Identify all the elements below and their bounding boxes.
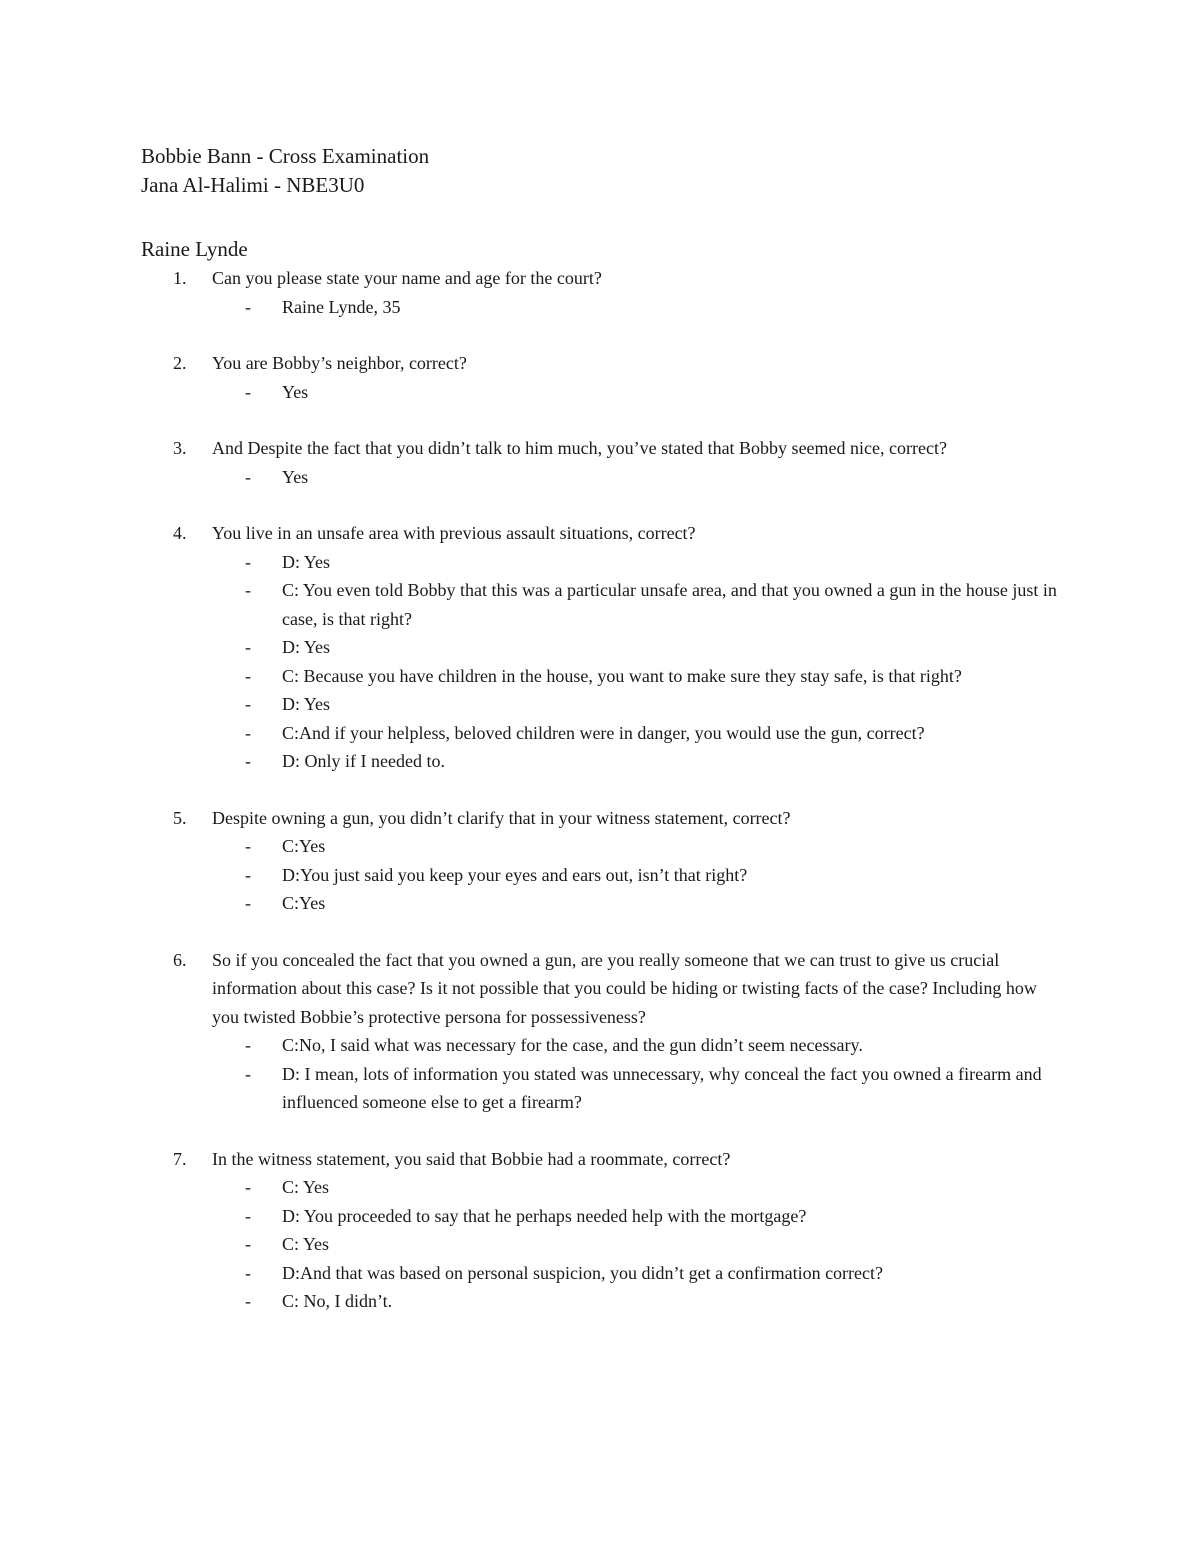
answer-item	[0, 889, 1200, 918]
answer-text: C: Because you have children in the house, you want to make sure they stay safe, is that right?	[282, 665, 962, 686]
answer-item	[0, 1287, 1200, 1316]
bullet-dash: -	[245, 1035, 251, 1055]
bullet-dash: -	[245, 751, 251, 771]
answer-text: C: You even told Bobby that this was a particular unsafe area, and that you owned a gun in the house just in case, is that right?	[282, 580, 1057, 629]
answer-item	[0, 747, 1200, 776]
bullet-dash: -	[245, 694, 251, 714]
question-line	[0, 1145, 1200, 1174]
answer-item	[0, 832, 1200, 861]
question-text: You are Bobby’s neighbor, correct?	[212, 353, 467, 373]
bullet-dash: -	[245, 637, 251, 657]
bullet-dash: -	[245, 893, 251, 913]
document-header	[141, 142, 429, 200]
answer-text: C: No, I didn’t.	[282, 1291, 393, 1311]
answer-text: C:Yes	[282, 836, 326, 856]
answer-item	[0, 463, 1200, 492]
question-number: 5.	[173, 807, 187, 828]
question-item	[0, 519, 1200, 776]
question-line	[0, 434, 1200, 463]
answer-text: D: You proceeded to say that he perhaps needed help with the mortgage?	[282, 1205, 807, 1226]
answer-item	[0, 719, 1200, 748]
question-number: 4.	[173, 523, 187, 543]
answer-text: D:You just said you keep your eyes and ears out, isn’t that right?	[282, 864, 748, 885]
answer-text: C: Yes	[282, 1234, 330, 1254]
answer-item	[0, 378, 1200, 407]
answer-item	[0, 1031, 1200, 1060]
answer-text: D: Yes	[282, 551, 331, 572]
question-number: 6.	[173, 949, 187, 970]
answer-text: D: Yes	[282, 694, 331, 714]
bullet-dash: -	[245, 1177, 251, 1197]
question-number: 3.	[173, 438, 187, 458]
bullet-dash: -	[245, 580, 251, 600]
answer-text: D: Only if I needed to.	[282, 751, 445, 771]
question-number: 2.	[173, 353, 187, 373]
bullet-dash: -	[245, 1205, 251, 1226]
bullet-dash: -	[245, 836, 251, 856]
author-line: Jana Al-Halimi - NBE3U0	[141, 173, 365, 197]
bullet-dash: -	[245, 296, 251, 317]
answer-text: C:Yes	[282, 893, 326, 913]
answer-item	[0, 662, 1200, 691]
question-text: You live in an unsafe area with previous assault situations, correct?	[212, 523, 696, 543]
answer-item	[0, 1060, 1200, 1117]
bullet-dash: -	[245, 381, 251, 402]
bullet-dash: -	[245, 551, 251, 572]
bullet-dash: -	[245, 1063, 251, 1084]
answer-item	[0, 548, 1200, 577]
question-line	[0, 519, 1200, 548]
answer-text: D: I mean, lots of information you stated was unnecessary, why conceal the fact you owned a firearm and influenced someone else to get a firearm?	[282, 1063, 1042, 1112]
document-title: Bobbie Bann - Cross Examination	[141, 144, 430, 168]
question-text: Despite owning a gun, you didn’t clarify that in your witness statement, correct?	[212, 807, 791, 828]
bullet-dash: -	[245, 722, 251, 743]
question-text: And Despite the fact that you didn’t talk to him much, you’ve stated that Bobby seemed nice, correct?	[212, 438, 947, 458]
bullet-dash: -	[245, 1291, 251, 1311]
answer-text: Yes	[282, 381, 309, 402]
answer-item	[0, 293, 1200, 322]
question-item	[0, 349, 1200, 406]
answer-text: Yes	[282, 466, 309, 487]
question-line	[0, 349, 1200, 378]
question-text: In the witness statement, you said that Bobbie had a roommate, correct?	[212, 1148, 731, 1169]
question-item	[0, 434, 1200, 491]
answer-text: C:And if your helpless, beloved children were in danger, you would use the gun, correct?	[282, 722, 925, 743]
answer-item	[0, 1202, 1200, 1231]
question-number: 1.	[173, 268, 187, 288]
answer-item	[0, 690, 1200, 719]
question-text: So if you concealed the fact that you owned a gun, are you really someone that we can trust to give us crucial information about this case? Is it not possible that you could be hiding or twisting facts of the case? Including how you twisted Bobbie’s protective persona for possessiveness?	[212, 949, 1037, 1027]
question-line	[0, 946, 1200, 1032]
answer-text: D: Yes	[282, 637, 331, 657]
bullet-dash: -	[245, 864, 251, 885]
answer-text: D:And that was based on personal suspicion, you didn’t get a confirmation correct?	[282, 1262, 884, 1283]
answer-item	[0, 633, 1200, 662]
question-text: Can you please state your name and age for the court?	[212, 268, 602, 288]
question-item	[0, 264, 1200, 321]
question-list	[0, 264, 1200, 1344]
question-line	[0, 264, 1200, 293]
answer-item	[0, 1230, 1200, 1259]
bullet-dash: -	[245, 665, 251, 686]
question-item	[0, 1145, 1200, 1316]
answer-text: C: Yes	[282, 1177, 330, 1197]
answer-item	[0, 1259, 1200, 1288]
question-number: 7.	[173, 1148, 187, 1169]
answer-text: Raine Lynde, 35	[282, 296, 401, 317]
bullet-dash: -	[245, 1234, 251, 1254]
question-line	[0, 804, 1200, 833]
bullet-dash: -	[245, 466, 251, 487]
answer-text: C:No, I said what was necessary for the case, and the gun didn’t seem necessary.	[282, 1035, 863, 1055]
answer-item	[0, 1173, 1200, 1202]
answer-item	[0, 576, 1200, 633]
bullet-dash: -	[245, 1262, 251, 1283]
question-item	[0, 946, 1200, 1117]
answer-item	[0, 861, 1200, 890]
witness-name-heading: Raine Lynde	[141, 237, 248, 261]
question-item	[0, 804, 1200, 918]
